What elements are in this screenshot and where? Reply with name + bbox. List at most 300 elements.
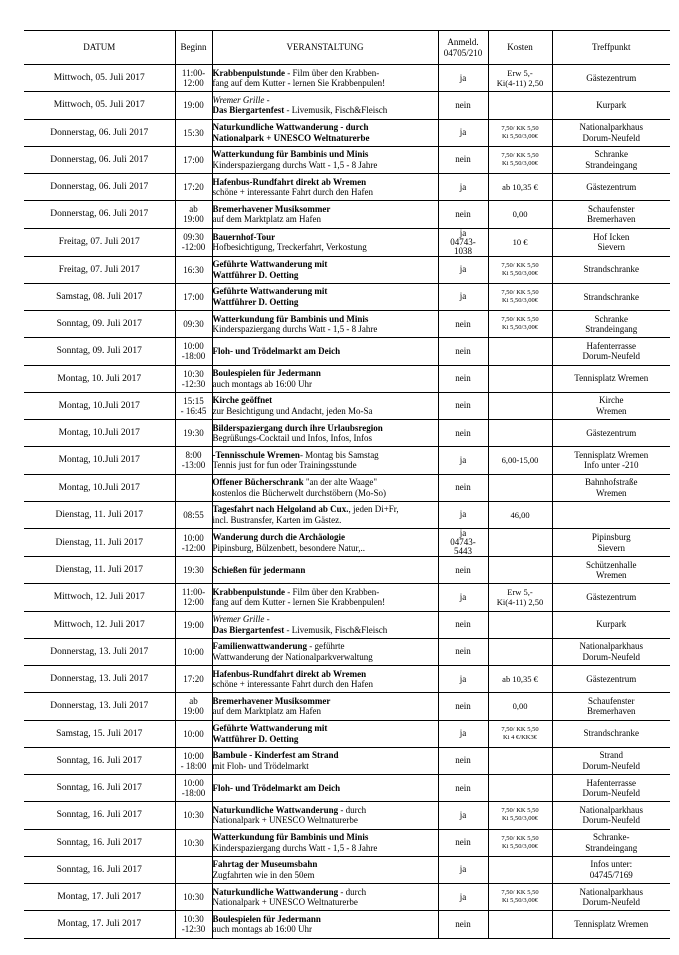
cost-cell [488, 174, 552, 201]
event-cell [212, 529, 438, 557]
cost-cell [488, 693, 552, 720]
event-title-line [213, 68, 438, 79]
event-cell [212, 92, 438, 119]
event-title-note: "an der alte Waage" [303, 477, 377, 488]
meeting-point-cell [552, 693, 670, 720]
meeting-point-cell [552, 92, 670, 119]
meeting-point-cell [552, 201, 670, 228]
meeting-point-cell [552, 228, 670, 256]
cost-line2: Ki 5,50/3,00€ [502, 324, 538, 332]
event-description: Tennis just for fun oder Trainingsstunde [212, 460, 357, 471]
event-title-line [213, 696, 438, 707]
cost-cell [488, 420, 552, 447]
header-begin: Beginn [175, 31, 212, 65]
meeting-point-line2: Strandeingang [585, 842, 638, 853]
meeting-point-cell [552, 420, 670, 447]
table-row [24, 365, 670, 392]
event-description-line [213, 843, 438, 854]
registration-cell: ja [438, 666, 488, 693]
meeting-point-line1: Strandschranke [583, 264, 639, 275]
meeting-point-line1: Kirche [599, 395, 624, 406]
table-row [24, 856, 670, 883]
cost-cell [488, 501, 552, 528]
event-description: Begrüßungs-Cocktail und Infos, Infos, Infos [212, 433, 372, 444]
event-cell [212, 693, 438, 720]
meeting-point-line2: Dorum-Neufeld [582, 351, 640, 362]
begin-line1: 09:30 [183, 232, 204, 242]
cost-line2: Ki 5,50/3,00€ [502, 269, 538, 277]
cost-cell [488, 201, 552, 228]
event-cell [212, 584, 438, 611]
event-title-line [213, 532, 438, 543]
table-row [24, 911, 670, 938]
event-description-line [213, 543, 438, 554]
meeting-point-line1: Tennisplatz Wremen [574, 449, 649, 460]
begin-line1: 17:00 [183, 291, 204, 302]
meeting-point-cell [552, 256, 670, 283]
begin-cell [175, 256, 212, 283]
event-description: fang auf dem Kutter - lernen Sie Krabbenpulen! [212, 78, 386, 89]
event-title: Watterkundung für Bambinis und Minis [212, 149, 369, 160]
meeting-point-line1: Gästezentrum [586, 72, 637, 83]
event-cell [212, 201, 438, 228]
event-description: zur Besichtigung und Andacht, jeden Mo-Sa [212, 405, 373, 416]
begin-line1: 10:00 [183, 532, 204, 543]
event-title: Offener Bücherschrank [212, 477, 304, 488]
begin-cell [175, 829, 212, 856]
event-description-line [213, 105, 438, 116]
event-description: Pipinsburg, Bülzenbett, besondere Natur,.. [212, 542, 365, 553]
event-description-line [213, 406, 438, 417]
begin-cell [175, 420, 212, 447]
cost-cell [488, 611, 552, 638]
cost-line1: 7,50/ KK 5,50 [501, 834, 539, 842]
registration-cell: ja [438, 283, 488, 310]
table-row [24, 638, 670, 665]
begin-cell [175, 747, 212, 774]
meeting-point-line1: Nationalparkhaus [579, 641, 643, 652]
event-description: Das Biergartenfest [212, 624, 285, 635]
registration-cell: ja [438, 584, 488, 611]
date-cell: Sonntag, 16. Juli 2017 [24, 856, 175, 883]
meeting-point-line1: Nationalparkhaus [579, 122, 643, 133]
table-row [24, 392, 670, 419]
cost-line1: 46,00 [510, 509, 530, 520]
begin-cell [175, 638, 212, 665]
table-row [24, 474, 670, 501]
meeting-point-line1: Nationalparkhaus [579, 804, 643, 815]
cost-cell [488, 311, 552, 338]
meeting-point-line2: Dorum-Neufeld [582, 651, 640, 662]
meeting-point-line2: Bremerhaven [587, 214, 636, 225]
begin-line2: 19:00 [183, 706, 204, 717]
meeting-point-line2: Wremen [595, 405, 627, 416]
event-description: Hofbesichtigung, Treckerfahrt, Verkostung [212, 242, 367, 252]
meeting-point-cell [552, 747, 670, 774]
header-date: DATUM [24, 31, 175, 65]
event-description-line [213, 297, 438, 308]
event-title: Tagesfahrt nach Helgoland ab Cux. [212, 504, 349, 515]
event-description-note: - Livemusik, Fisch&Fleisch [284, 624, 388, 635]
cost-line2: Ki 5,50/3,00€ [502, 132, 538, 140]
event-cell [212, 911, 438, 938]
registration-cell: nein [438, 392, 488, 419]
cost-line1: 6,00-15,00 [501, 455, 539, 466]
cost-cell [488, 802, 552, 829]
meeting-point-line1: Schaufenster [588, 695, 635, 706]
cost-cell [488, 666, 552, 693]
meeting-point-cell [552, 365, 670, 392]
event-title: Watterkundung für Bambinis und Minis [212, 832, 369, 843]
meeting-point-cell [552, 311, 670, 338]
begin-line1: 10:00 [183, 728, 204, 739]
meeting-point-line1: Schranke [594, 149, 628, 160]
cost-line2: Ki 5,50/3,00€ [502, 159, 538, 167]
meeting-point-line1: Schranke [594, 313, 628, 324]
date-cell: Mittwoch, 12. Juli 2017 [24, 611, 175, 638]
cost-cell [488, 119, 552, 146]
cost-line1: 7,50/ KK 5,50 [501, 124, 539, 132]
meeting-point-cell [552, 802, 670, 829]
table-row [24, 256, 670, 283]
begin-cell [175, 666, 212, 693]
event-cell [212, 775, 438, 802]
begin-line1: 17:20 [183, 182, 204, 193]
begin-cell [175, 529, 212, 557]
event-cell [212, 283, 438, 310]
event-title-line [213, 805, 438, 816]
registration-cell: ja [438, 802, 488, 829]
event-title-line [213, 95, 438, 106]
registration-cell: nein [438, 638, 488, 665]
schedule-body [24, 65, 670, 939]
date-cell: Samstag, 08. Juli 2017 [24, 283, 175, 310]
event-title-line [213, 641, 438, 652]
meeting-point-cell [552, 911, 670, 938]
cost-cell [488, 829, 552, 856]
cost-cell [488, 392, 552, 419]
event-title: Bremerhavener Musiksommer [212, 203, 331, 214]
header-registration [438, 31, 488, 65]
event-title: Hafenbus-Rundfahrt direkt ab Wremen [212, 668, 367, 679]
meeting-point-line2: Dorum-Neufeld [582, 788, 640, 799]
begin-cell [175, 802, 212, 829]
event-cell [212, 856, 438, 883]
event-title-line [213, 783, 438, 794]
begin-cell [175, 174, 212, 201]
event-cell [212, 65, 438, 92]
cost-line2: Ki 4 €/KK3€ [503, 733, 537, 741]
cost-cell [488, 65, 552, 92]
meeting-point-line1: Pipinsburg [591, 532, 631, 542]
meeting-point-line1: Strandschranke [583, 291, 639, 302]
event-description-line [213, 625, 438, 636]
event-title: Naturkundliche Wattwanderung [212, 804, 339, 815]
begin-line1: 8:00 [185, 450, 202, 461]
event-title-note: , jeden Di+Fr, [348, 504, 399, 515]
begin-line1: 10:30 [183, 914, 204, 925]
cost-line1: Erw 5,- [507, 587, 533, 598]
begin-line2: - 16:45 [180, 405, 207, 416]
table-row [24, 338, 670, 365]
event-title-line [213, 149, 438, 160]
event-description-line [213, 433, 438, 444]
cost-line1: 7,50/ KK 5,50 [501, 889, 539, 897]
event-description-line [213, 133, 438, 144]
begin-cell [175, 311, 212, 338]
event-title-line [213, 669, 438, 680]
begin-line2: -12:30 [181, 378, 206, 389]
cost-cell [488, 338, 552, 365]
begin-line1: 19:30 [183, 428, 204, 439]
event-title-line [213, 204, 438, 215]
event-title: Geführte Wattwanderung mit [212, 286, 328, 297]
event-title-line [213, 832, 438, 843]
meeting-point-cell [552, 884, 670, 911]
meeting-point-cell [552, 829, 670, 856]
event-title-line [213, 450, 438, 461]
begin-cell [175, 65, 212, 92]
meeting-point-line1: Strandschranke [583, 728, 639, 739]
cost-line1: 7,50/ KK 5,50 [501, 316, 539, 324]
event-cell [212, 311, 438, 338]
event-description-line [213, 460, 438, 471]
meeting-point-line2: Dorum-Neufeld [582, 897, 640, 908]
cost-line2: Ki(4-11) 2,50 [496, 78, 544, 89]
meeting-point-line1: Hof Icken [593, 231, 630, 242]
event-title-line [213, 423, 438, 434]
event-title: Naturkundliche Wattwanderung [212, 886, 339, 897]
event-description: Zugfahrten wie in den 50em [212, 869, 315, 880]
begin-line1: 10:30 [183, 368, 204, 379]
registration-cell: ja [438, 884, 488, 911]
cost-cell [488, 146, 552, 173]
begin-cell [175, 584, 212, 611]
meeting-point-cell [552, 119, 670, 146]
meeting-point-cell [552, 65, 670, 92]
meeting-point-cell [552, 638, 670, 665]
begin-line2: - 18:00 [180, 760, 207, 771]
event-description: schöne + interessante Fahrt durch den Hafen [212, 187, 374, 198]
cost-line2: Ki 5,50/3,00€ [502, 897, 538, 905]
event-title: Bambule - Kinderfest am Strand [212, 750, 339, 761]
date-cell: Sonntag, 09. Juli 2017 [24, 338, 175, 365]
event-title: -Tennisschule Wremen [212, 449, 300, 460]
date-cell: Montag, 17. Juli 2017 [24, 884, 175, 911]
begin-cell [175, 856, 212, 883]
event-title-line [213, 314, 438, 325]
begin-line2: -12:30 [181, 924, 206, 935]
event-title-note: - geführte [307, 641, 345, 652]
table-row [24, 146, 670, 173]
table-row [24, 747, 670, 774]
event-cell [212, 146, 438, 173]
meeting-point-line1: Tennisplatz Wremen [574, 373, 649, 384]
event-title: Watterkundung für Bambinis und Minis [212, 313, 369, 324]
date-cell: Dienstag, 11. Juli 2017 [24, 501, 175, 528]
meeting-point-line1: Strand [599, 750, 623, 761]
event-title: Hafenbus-Rundfahrt direkt ab Wremen [212, 176, 367, 187]
begin-line1: 09:30 [183, 319, 204, 330]
date-cell: Donnerstag, 13. Juli 2017 [24, 638, 175, 665]
begin-line1: 17:00 [183, 154, 204, 165]
event-cell [212, 884, 438, 911]
cost-cell [488, 256, 552, 283]
cost-line1: 10 € [512, 237, 528, 247]
event-description: auf dem Marktplatz am Hafen [212, 706, 321, 717]
event-cell [212, 420, 438, 447]
meeting-point-line1: Hafenterrasse [586, 777, 636, 788]
date-cell: Samstag, 15. Juli 2017 [24, 720, 175, 747]
event-description: schöne + interessante Fahrt durch den Hafen [212, 679, 374, 690]
event-title-line [213, 859, 438, 870]
cost-line1: 0,00 [512, 209, 528, 220]
event-title: Kirche geöffnet [212, 395, 273, 406]
event-title: Bauernhof-Tour [212, 231, 276, 242]
event-description-line [213, 270, 438, 281]
registration-cell: nein [438, 611, 488, 638]
event-description: mit Floh- und Trödelmarkt [212, 760, 309, 771]
date-cell: Freitag, 07. Juli 2017 [24, 228, 175, 256]
event-title-line [213, 395, 438, 406]
event-cell [212, 256, 438, 283]
cost-line1: 7,50/ KK 5,50 [501, 725, 539, 733]
event-title: Wanderung durch die Archäologie [212, 532, 345, 542]
registration-cell: nein [438, 365, 488, 392]
date-cell: Freitag, 07. Juli 2017 [24, 256, 175, 283]
cost-cell [488, 911, 552, 938]
cost-cell [488, 856, 552, 883]
header-cost: Kosten [488, 31, 552, 65]
event-description: Das Biergartenfest [212, 105, 285, 116]
meeting-point-cell [552, 447, 670, 474]
begin-line2: -18:00 [181, 788, 206, 799]
event-title-line [213, 504, 438, 515]
event-description: Nationalpark + UNESCO Weltnaturerbe [212, 897, 358, 908]
meeting-point-line2: Sievern [597, 542, 625, 553]
event-title: Naturkundliche Wattwanderung - durch [212, 122, 369, 133]
begin-line1: ab [189, 696, 198, 707]
event-title-line [213, 587, 438, 598]
meeting-point-line1: Bahnhofstraße [585, 477, 638, 488]
event-title: Floh- und Trödelmarkt am Deich [212, 782, 341, 793]
meeting-point-line1: Gästezentrum [586, 181, 637, 192]
registration-cell: ja [438, 174, 488, 201]
meeting-point-cell [552, 611, 670, 638]
event-cell [212, 228, 438, 256]
registration-cell: nein [438, 92, 488, 119]
cost-line1: 7,50/ KK 5,50 [501, 807, 539, 815]
date-cell: Donnerstag, 06. Juli 2017 [24, 174, 175, 201]
begin-line2: 12:00 [183, 78, 204, 89]
event-title-line [213, 177, 438, 188]
registration-cell: nein [438, 474, 488, 501]
event-title-line [213, 887, 438, 898]
table-row [24, 228, 670, 256]
event-description-line [213, 706, 438, 717]
table-row [24, 201, 670, 228]
event-description-line [213, 78, 438, 89]
meeting-point-line1: Schaufenster [588, 203, 635, 214]
cost-cell [488, 720, 552, 747]
meeting-point-cell [552, 501, 670, 528]
meeting-point-line1: Infos unter: [590, 859, 633, 870]
event-title: Floh- und Trödelmarkt am Deich [212, 346, 341, 357]
meeting-point-line1: Gästezentrum [586, 427, 637, 438]
table-row [24, 884, 670, 911]
event-cell [212, 501, 438, 528]
meeting-point-cell [552, 720, 670, 747]
registration-cell: nein [438, 146, 488, 173]
event-title: Bilderspaziergang durch ihre Urlaubsregion [212, 422, 383, 433]
cost-line2: Ki(4-11) 2,50 [496, 597, 544, 608]
meeting-point-line1: Hafenterrasse [586, 340, 636, 351]
meeting-point-line1: Schranke- [593, 832, 630, 843]
date-cell: Montag, 10.Juli 2017 [24, 392, 175, 419]
begin-line1: 10:00 [183, 750, 204, 761]
meeting-point-cell [552, 775, 670, 802]
begin-line1: ab [189, 204, 198, 215]
table-row [24, 65, 670, 92]
date-cell: Sonntag, 16. Juli 2017 [24, 802, 175, 829]
event-title: Schießen für jedermann [212, 564, 306, 575]
meeting-point-line1: Kurpark [596, 100, 627, 111]
meeting-point-line1: Kurpark [596, 619, 627, 630]
event-title: Familienwattwanderung [212, 641, 307, 652]
cost-line1: Erw 5,- [507, 68, 533, 79]
begin-line1: 11:00- [181, 587, 206, 598]
meeting-point-cell [552, 557, 670, 584]
event-description: auch montags ab 16:00 Uhr [212, 924, 312, 935]
event-title: Boulespielen für Jedermann [212, 913, 321, 924]
event-description-line [213, 515, 438, 526]
event-title-note: - Film über den Krabben- [285, 586, 380, 597]
event-description-note: - Livemusik, Fisch&Fleisch [284, 105, 388, 116]
begin-line2: -12:00 [181, 542, 206, 553]
registration-cell: nein [438, 201, 488, 228]
event-description: auf dem Marktplatz am Hafen [212, 214, 321, 225]
event-cell [212, 474, 438, 501]
event-title: Krabbenpulstunde [212, 67, 286, 78]
table-row [24, 557, 670, 584]
meeting-point-line1: Nationalparkhaus [579, 886, 643, 897]
date-cell: Dienstag, 11. Juli 2017 [24, 557, 175, 584]
registration-cell: nein [438, 775, 488, 802]
begin-cell [175, 911, 212, 938]
meeting-point-line2: Info unter -210 [584, 460, 639, 471]
table-row [24, 420, 670, 447]
event-title-line [213, 122, 438, 133]
date-cell: Montag, 10.Juli 2017 [24, 474, 175, 501]
event-description-line [213, 324, 438, 335]
event-description: Nationalpark + UNESCO Weltnaturerbe [212, 132, 370, 143]
event-title: Boulespielen für Jedermann [212, 368, 321, 379]
event-description-line [213, 242, 438, 253]
begin-cell [175, 338, 212, 365]
event-title: Wremer Grille - [212, 94, 270, 105]
event-cell [212, 557, 438, 584]
begin-line1: 19:00 [183, 100, 204, 111]
event-title-line [213, 477, 438, 488]
begin-line1: 17:20 [183, 674, 204, 685]
cost-line1: ab 10,35 € [502, 182, 538, 193]
event-description-line [213, 897, 438, 908]
meeting-point-cell [552, 666, 670, 693]
event-description: Nationalpark + UNESCO Weltnaturerbe [212, 815, 358, 826]
event-description: Kinderspaziergang durchs Watt - 1,5 - 8 Jahre [212, 324, 378, 335]
header-registration-line2: 04705/210 [443, 47, 483, 58]
event-title: Geführte Wattwanderung mit [212, 259, 328, 270]
